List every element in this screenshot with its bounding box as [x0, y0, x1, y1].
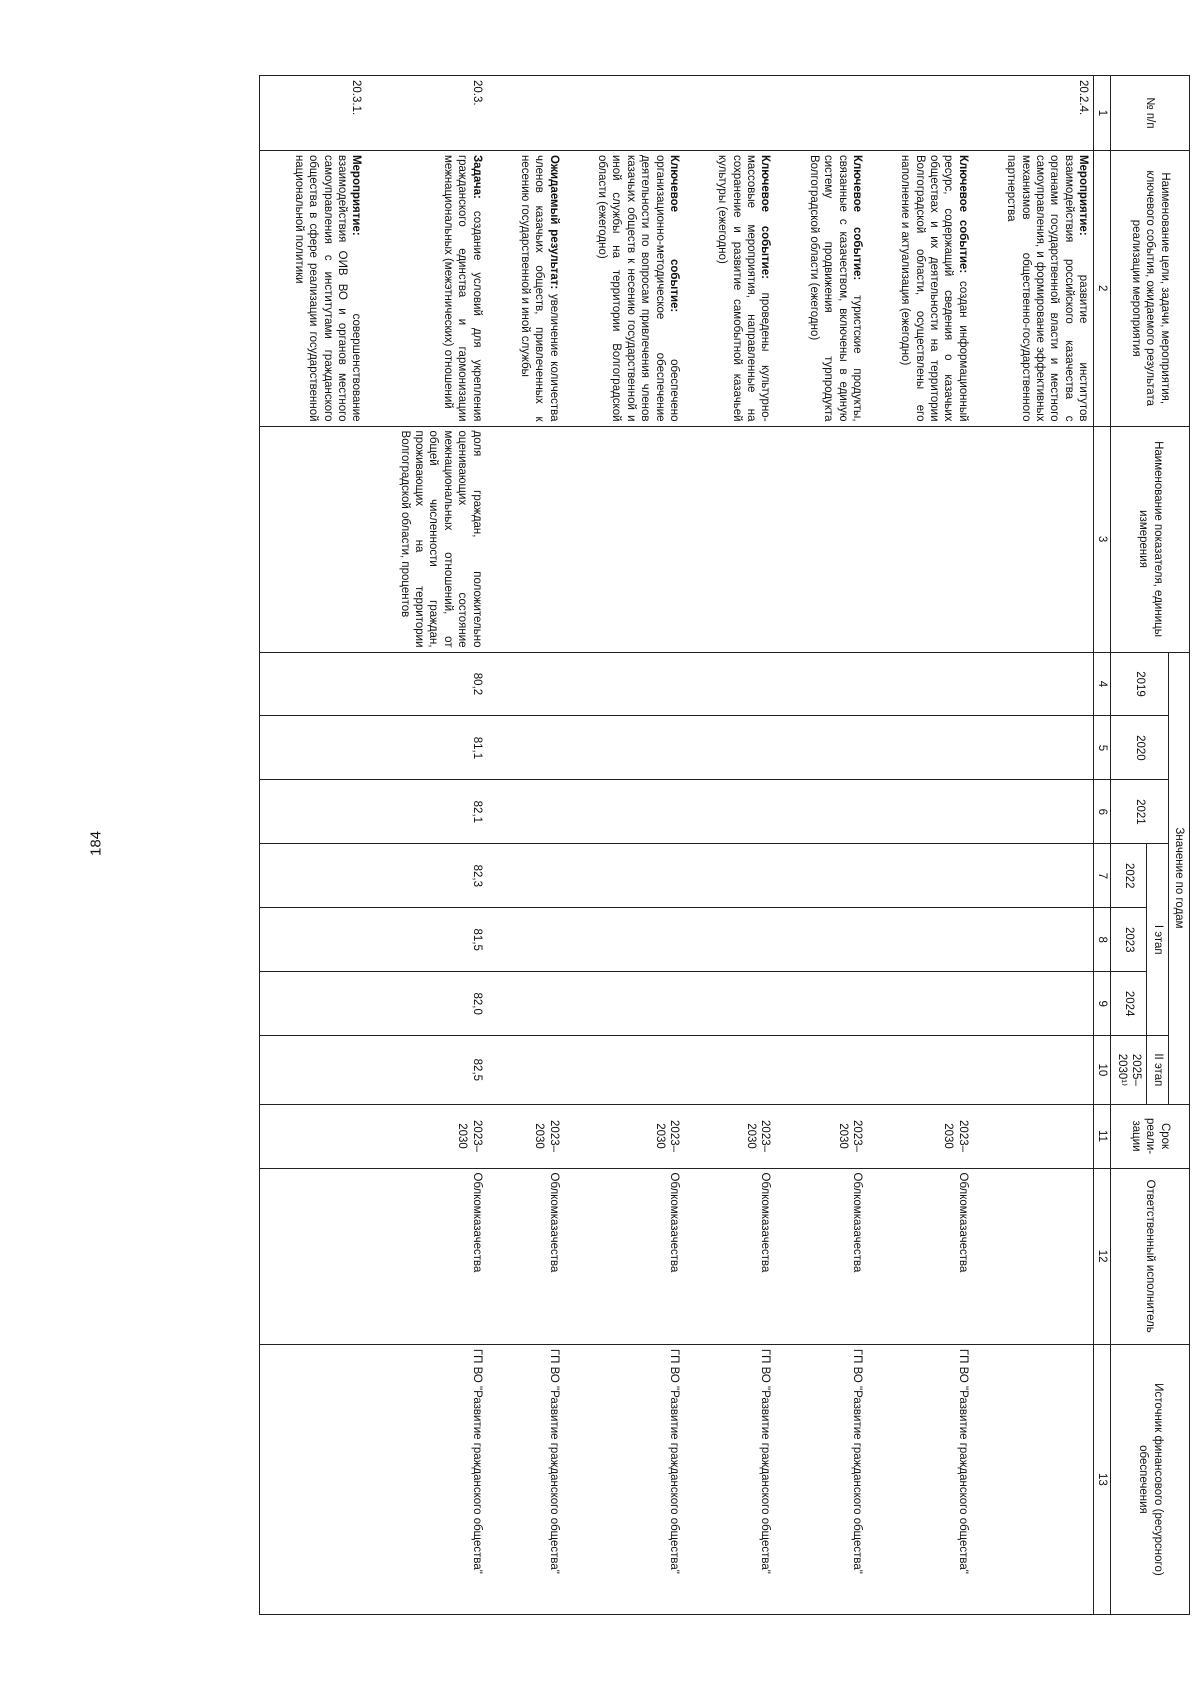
cell-executor: Облкомказачества [592, 1168, 684, 1344]
spacer-cell [973, 716, 1001, 780]
spacer-cell [776, 908, 804, 972]
cell-v2024: 82,0 [394, 972, 486, 1036]
table-row [712, 76, 776, 1615]
cell-v2024 [515, 972, 564, 1036]
cell-v2019 [289, 652, 367, 716]
spacer-cell [487, 908, 515, 972]
row-name-cell [515, 150, 564, 426]
cell-executor: Облкомказачества [394, 1168, 486, 1344]
cell-v2022 [804, 844, 868, 908]
spacer-cell [260, 972, 289, 1036]
row-code [592, 76, 684, 151]
cell-v2023 [592, 908, 684, 972]
row-text: увеличение количества членов казачьих обществ, привлеченных к несению государственной и иной службы [519, 154, 560, 422]
row-label: Ключевое событие: [759, 154, 772, 279]
spacer-cell [260, 652, 289, 716]
row-spacer [973, 76, 1001, 1615]
spacer-cell [366, 76, 394, 151]
spacer-cell [564, 716, 592, 780]
spacer-cell [867, 652, 895, 716]
spacer-cell [684, 150, 712, 426]
row-label: Мероприятие: [350, 154, 363, 236]
table-row [1001, 76, 1094, 1615]
table-row [895, 76, 973, 1615]
spacer-cell [867, 844, 895, 908]
col-number: 2 [1094, 150, 1111, 426]
spacer-cell [564, 1104, 592, 1168]
cell-term: 2023–2030 [804, 1104, 868, 1168]
cell-term: 2023–2030 [592, 1104, 684, 1168]
spacer-cell [973, 76, 1001, 151]
spacer-cell [684, 1104, 712, 1168]
spacer-cell [776, 1104, 804, 1168]
spacer-cell [366, 908, 394, 972]
spacer-cell [564, 844, 592, 908]
rotated-page [100, 75, 1190, 1615]
spacer-cell [260, 426, 289, 652]
cell-v2020: 81,1 [394, 716, 486, 780]
col-number: 4 [1094, 652, 1111, 716]
spacer-cell [867, 1104, 895, 1168]
cell-v2020 [592, 716, 684, 780]
spacer-cell [776, 652, 804, 716]
cell-v2022: 82,3 [394, 844, 486, 908]
row-label: Мероприятие: [1077, 154, 1090, 236]
cell-source: ГП ВО "Развитие гражданского общества" [394, 1344, 486, 1614]
cell-v2023: 81,5 [394, 908, 486, 972]
cell-v2021 [592, 780, 684, 844]
row-spacer [487, 76, 515, 1615]
cell-v2023 [289, 908, 367, 972]
spacer-cell [684, 1168, 712, 1344]
header-2019: 2019 [1111, 652, 1168, 716]
cell-executor: Облкомказачества [895, 1168, 973, 1344]
row-code: 20.3. [394, 76, 486, 151]
spacer-cell [684, 716, 712, 780]
header-2024: 2024 [1111, 972, 1147, 1036]
cell-v2023 [1001, 908, 1094, 972]
col-number: 13 [1094, 1344, 1111, 1614]
col-number: 7 [1094, 844, 1111, 908]
header-source: Источник финансового (ресурсного) обеспечения [1111, 1344, 1190, 1614]
cell-v2023 [804, 908, 868, 972]
spacer-cell [487, 76, 515, 151]
cell-v2020 [289, 716, 367, 780]
table-row [515, 76, 564, 1615]
cell-source: ГП ВО "Развитие гражданского общества" [592, 1344, 684, 1614]
row-spacer [867, 76, 895, 1615]
spacer-cell [564, 780, 592, 844]
row-code [712, 76, 776, 151]
spacer-cell [487, 1104, 515, 1168]
cell-v2019 [895, 652, 973, 716]
cell-executor [289, 1168, 367, 1344]
row-code: 20.2.4. [1001, 76, 1094, 151]
spacer-cell [260, 780, 289, 844]
row-label: Ключевое событие: [668, 154, 680, 313]
cell-v2019 [804, 652, 868, 716]
col-number: 9 [1094, 972, 1111, 1036]
col-number: 6 [1094, 780, 1111, 844]
cell-v2024 [1001, 972, 1094, 1036]
cell-v2021 [289, 780, 367, 844]
cell-v2024 [804, 972, 868, 1036]
row-text: развитие институтов взаимодействия российского казачества с органами государственной власти и местного самоуправления, и формирование эффективных механизмов общественно-государственного партнерства [1005, 154, 1090, 422]
spacer-cell [867, 1168, 895, 1344]
cell-v2024 [712, 972, 776, 1036]
spacer-cell [776, 150, 804, 426]
spacer-cell [684, 1036, 712, 1104]
row-spacer [684, 76, 712, 1615]
header-name: Наименование цели, задачи, мероприятия, ключевого события, ожидаемого результата реализации мероприятия [1111, 150, 1190, 426]
spacer-cell [867, 1344, 895, 1614]
cell-v2023 [895, 908, 973, 972]
spacer-cell [564, 426, 592, 652]
spacer-cell [564, 1036, 592, 1104]
header-executor: Ответственный исполнитель [1111, 1168, 1190, 1344]
spacer-cell [776, 716, 804, 780]
row-name-cell [1001, 150, 1094, 426]
spacer-cell [684, 972, 712, 1036]
spacer-cell [260, 908, 289, 972]
cell-v2019 [592, 652, 684, 716]
cell-v2025 [1001, 1036, 1094, 1104]
spacer-cell [867, 76, 895, 151]
header-term: Срок реали-зации [1111, 1104, 1190, 1168]
cell-term: 2023–2030 [895, 1104, 973, 1168]
header-2021: 2021 [1111, 780, 1168, 844]
col-number: 8 [1094, 908, 1111, 972]
spacer-cell [867, 150, 895, 426]
spacer-cell [973, 1036, 1001, 1104]
cell-v2020 [1001, 716, 1094, 780]
row-spacer [776, 76, 804, 1615]
row-code [515, 76, 564, 151]
spacer-cell [260, 1104, 289, 1168]
cell-executor [1001, 1168, 1094, 1344]
spacer-cell [684, 426, 712, 652]
cell-v2022 [895, 844, 973, 908]
spacer-cell [260, 1036, 289, 1104]
row-name-cell [289, 150, 367, 426]
spacer-cell [684, 76, 712, 151]
spacer-cell [366, 1036, 394, 1104]
cell-v2024 [289, 972, 367, 1036]
spacer-cell [564, 1168, 592, 1344]
spacer-cell [684, 844, 712, 908]
row-spacer [564, 76, 592, 1615]
spacer-cell [366, 780, 394, 844]
spacer-cell [973, 844, 1001, 908]
spacer-cell [564, 652, 592, 716]
cell-v2020 [895, 716, 973, 780]
cell-v2021: 82,1 [394, 780, 486, 844]
table-row [592, 76, 684, 1615]
spacer-cell [366, 652, 394, 716]
spacer-cell [260, 76, 289, 151]
spacer-cell [973, 150, 1001, 426]
cell-source: ГП ВО "Развитие гражданского общества" [712, 1344, 776, 1614]
spacer-cell [973, 1344, 1001, 1614]
spacer-cell [487, 716, 515, 780]
spacer-cell [260, 716, 289, 780]
spacer-cell [564, 76, 592, 151]
spacer-cell [366, 1168, 394, 1344]
spacer-cell [366, 426, 394, 652]
row-text: создан информационный ресурс, содержащий сведения о казачьих обществах и их деятельности на территории Волгоградской области, осуществлены его наполнение и актуализация (ежегодно) [899, 154, 969, 422]
cell-v2022 [712, 844, 776, 908]
col-number: 10 [1094, 1036, 1111, 1104]
spacer-cell [260, 1168, 289, 1344]
cell-v2024 [592, 972, 684, 1036]
spacer-cell [867, 780, 895, 844]
cell-indicator [712, 426, 776, 652]
spacer-cell [366, 844, 394, 908]
spacer-cell [776, 1036, 804, 1104]
spacer-cell [487, 150, 515, 426]
spacer-cell [867, 716, 895, 780]
spacer-cell [973, 908, 1001, 972]
spacer-cell [260, 844, 289, 908]
row-label: Ключевое событие: [956, 154, 969, 274]
spacer-cell [260, 150, 289, 426]
row-code [895, 76, 973, 151]
cell-source: ГП ВО "Развитие гражданского общества" [895, 1344, 973, 1614]
spacer-cell [973, 1168, 1001, 1344]
spacer-cell [366, 1344, 394, 1614]
cell-executor: Облкомказачества [804, 1168, 868, 1344]
header-2023: 2023 [1111, 908, 1147, 972]
spacer-cell [776, 972, 804, 1036]
row-spacer [366, 76, 394, 1615]
col-number: 5 [1094, 716, 1111, 780]
cell-v2025: 82,5 [394, 1036, 486, 1104]
spacer-cell [973, 780, 1001, 844]
cell-term: 2023–2030 [712, 1104, 776, 1168]
header-values-by-year: Значение по годам [1168, 652, 1189, 1104]
spacer-cell [776, 1168, 804, 1344]
cell-v2023 [515, 908, 564, 972]
cell-indicator [895, 426, 973, 652]
spacer-cell [487, 652, 515, 716]
row-label: Ожидаемый результат: [547, 154, 560, 290]
row-text: создание условий для укрепления гражданского единства и гармонизации межнациональных (межэтнических) отношений [441, 154, 483, 422]
cell-v2019 [712, 652, 776, 716]
cell-v2025 [895, 1036, 973, 1104]
header-2020: 2020 [1111, 716, 1168, 780]
cell-executor: Облкомказачества [515, 1168, 564, 1344]
spacer-cell [776, 844, 804, 908]
header-stage-2: II этап [1147, 1036, 1168, 1104]
spacer-cell [776, 1344, 804, 1614]
spacer-cell [867, 1036, 895, 1104]
cell-v2021 [804, 780, 868, 844]
row-text: туристские продукты, связанные с казачеством, включены в единую систему продвижения турпродукта Волгоградской области (ежегодно) [807, 154, 863, 422]
row-text: проведены культурно-массовые мероприятия, направленные на сохранение и развитие самобытной казачьей культуры (ежегодно) [716, 154, 772, 422]
spacer-cell [487, 426, 515, 652]
row-text: обеспечено организационно-методическое обеспечение деятельности по вопросам привлечения членов казачьих обществ к несению государственной и иной службы на территории Волгоградской области (ежегодно) [596, 154, 680, 422]
spacer-cell [776, 426, 804, 652]
spacer-cell [564, 972, 592, 1036]
cell-v2022 [1001, 844, 1094, 908]
spacer-cell [366, 1104, 394, 1168]
row-name-cell [394, 150, 486, 426]
cell-term [1001, 1104, 1094, 1168]
spacer-cell [366, 716, 394, 780]
cell-v2019: 80,2 [394, 652, 486, 716]
cell-v2025 [592, 1036, 684, 1104]
table-row [394, 76, 486, 1615]
spacer-cell [487, 1036, 515, 1104]
spacer-cell [684, 1344, 712, 1614]
header-num: № п/п [1111, 76, 1190, 151]
table-body [260, 76, 1094, 1615]
header-2022: 2022 [1111, 844, 1147, 908]
spacer-cell [260, 1344, 289, 1614]
spacer-cell [366, 150, 394, 426]
row-spacer [260, 76, 289, 1615]
cell-v2019 [515, 652, 564, 716]
cell-v2021 [712, 780, 776, 844]
header-stage-1: I этап [1147, 844, 1168, 1036]
cell-v2022 [515, 844, 564, 908]
spacer-cell [564, 150, 592, 426]
cell-indicator [515, 426, 564, 652]
row-label: Задача: [470, 154, 483, 199]
cell-indicator [1001, 426, 1094, 652]
cell-source: ГП ВО "Развитие гражданского общества" [804, 1344, 868, 1614]
table-row [289, 76, 367, 1615]
cell-v2025 [712, 1036, 776, 1104]
row-name-cell [592, 150, 684, 426]
col-number: 12 [1094, 1168, 1111, 1344]
cell-v2019 [1001, 652, 1094, 716]
row-name-cell [895, 150, 973, 426]
cell-source [289, 1344, 367, 1614]
spacer-cell [487, 780, 515, 844]
row-name-cell [712, 150, 776, 426]
spacer-cell [973, 426, 1001, 652]
spacer-cell [776, 76, 804, 151]
spacer-cell [973, 1104, 1001, 1168]
spacer-cell [867, 972, 895, 1036]
cell-v2021 [515, 780, 564, 844]
page-number: 184 [87, 830, 105, 857]
header-indicator: Наименование показателя, единицы измерения [1111, 426, 1190, 652]
spacer-cell [487, 1344, 515, 1614]
cell-term: 2023–2030 [515, 1104, 564, 1168]
spacer-cell [973, 972, 1001, 1036]
cell-v2025 [515, 1036, 564, 1104]
spacer-cell [564, 908, 592, 972]
spacer-cell [487, 844, 515, 908]
cell-indicator [804, 426, 868, 652]
cell-source: ГП ВО "Развитие гражданского общества" [515, 1344, 564, 1614]
cell-executor: Облкомказачества [712, 1168, 776, 1344]
spacer-cell [487, 1168, 515, 1344]
spacer-cell [564, 1344, 592, 1614]
col-number: 11 [1094, 1104, 1111, 1168]
spacer-cell [867, 908, 895, 972]
header-2025-2030: 2025–2030¹⁾ [1111, 1036, 1147, 1104]
spacer-cell [487, 972, 515, 1036]
cell-v2020 [515, 716, 564, 780]
row-code: 20.3.1. [289, 76, 367, 151]
cell-indicator [592, 426, 684, 652]
cell-term [289, 1104, 367, 1168]
cell-v2023 [712, 908, 776, 972]
cell-v2020 [712, 716, 776, 780]
spacer-cell [684, 908, 712, 972]
row-label: Ключевое событие: [851, 154, 863, 281]
col-number: 3 [1094, 426, 1111, 652]
cell-term: 2023–2030 [394, 1104, 486, 1168]
spacer-cell [366, 972, 394, 1036]
row-code [804, 76, 868, 151]
cell-v2021 [895, 780, 973, 844]
table-row [804, 76, 868, 1615]
spacer-cell [684, 652, 712, 716]
cell-v2025 [289, 1036, 367, 1104]
cell-v2024 [895, 972, 973, 1036]
col-number: 1 [1094, 76, 1111, 151]
cell-indicator [289, 426, 367, 652]
row-text: совершенствование взаимодействия ОИВ ВО и органов местного самоуправления с институтами гражданского общества в сфере реализации государственной национальной политики [292, 154, 363, 422]
column-numbers-row [1094, 76, 1111, 1615]
spacer-cell [867, 426, 895, 652]
row-name-cell [804, 150, 868, 426]
cell-v2021 [1001, 780, 1094, 844]
spacer-cell [973, 652, 1001, 716]
cell-v2025 [804, 1036, 868, 1104]
spacer-cell [684, 780, 712, 844]
cell-v2022 [592, 844, 684, 908]
cell-v2022 [289, 844, 367, 908]
cell-indicator: доля граждан, положительно оценивающих состояние межнациональных отношений, от общей численности граждан, проживающих на территории Волгоградской области, процентов [394, 426, 486, 652]
cell-v2020 [804, 716, 868, 780]
program-table [260, 75, 1191, 1615]
spacer-cell [776, 780, 804, 844]
cell-source [1001, 1344, 1094, 1614]
